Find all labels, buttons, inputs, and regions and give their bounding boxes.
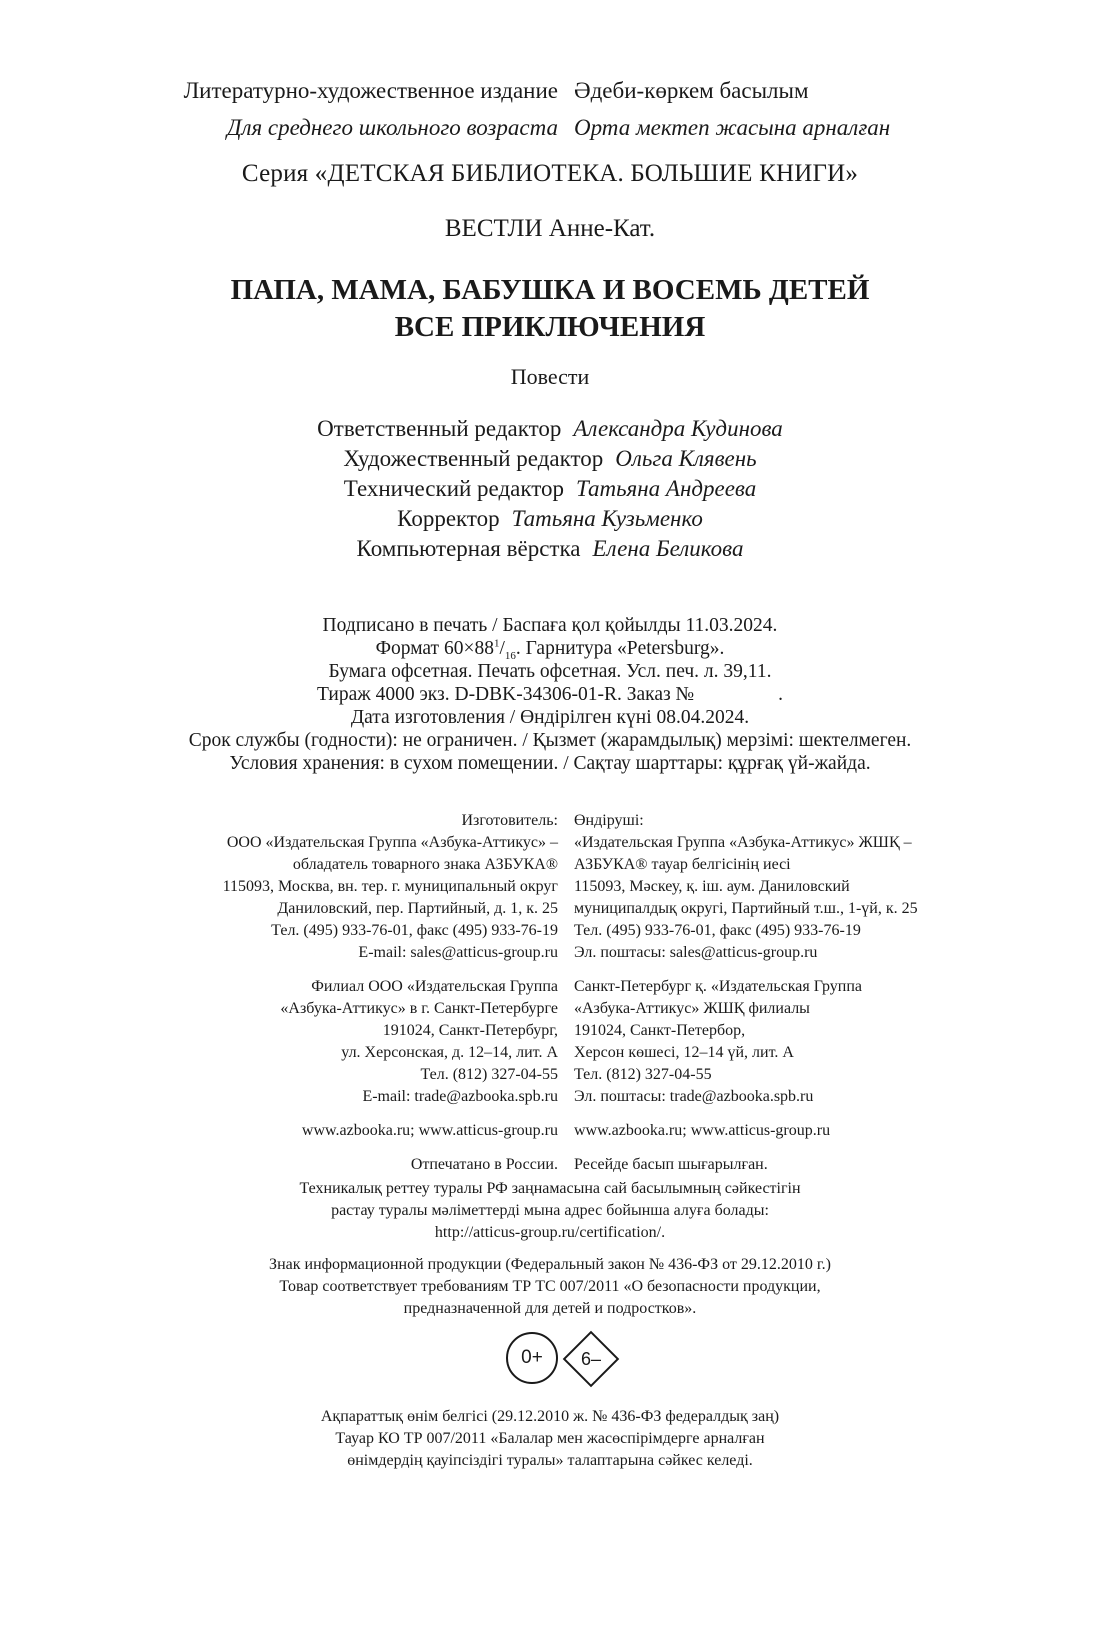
genre-line: Повести xyxy=(510,364,590,389)
website-links-ru[interactable]: www.azbooka.ru; www.atticus-group.ru xyxy=(301,1122,558,1139)
edition-type-ru: Литературно-художественное издание xyxy=(183,78,558,103)
storage-line: Условия хранения: в сухом помещении. / Сақтау шарттары: құрғақ үй-жайда. xyxy=(229,753,871,774)
credit-line xyxy=(0,414,1100,444)
credit-name: Татьяна Андреева xyxy=(576,476,757,501)
credit-line xyxy=(0,504,1100,534)
printed-in-ru: Отпечатано в России. xyxy=(410,1156,558,1173)
tech-regulation-note: Техникалық реттеу туралы РФ заңнамасына сай басылымның сәйкестігін растау туралы мәліметтерді мына адрес бойынша алуға болады: http://atticus-group.ru/certification/. xyxy=(0,1178,1100,1244)
credit-role: Ответственный редактор xyxy=(317,416,562,441)
credit-name: Татьяна Кузьменко xyxy=(511,506,703,531)
author-line: ВЕСТЛИ Анне-Кат. xyxy=(444,215,656,242)
credit-role: Технический редактор xyxy=(343,476,564,501)
info-product-sign-ru: Знак информационной продукции (Федеральный закон № 436-ФЗ от 29.12.2010 г.) Товар соответствует требованиям ТР ТС 007/2011 «О безопасности продукции, предназначенной для детей и подростков». xyxy=(269,1256,831,1317)
age-rating-circle-label: 0+ xyxy=(521,1347,543,1368)
credit-name: Александра Кудинова xyxy=(573,416,783,441)
book-title-line-1: ПАПА, МАМА, БАБУШКА И ВОСЕМЬ ДЕТЕЙ xyxy=(230,274,870,306)
credit-name: Елена Беликова xyxy=(592,536,744,561)
credit-role: Художественный редактор xyxy=(343,446,604,471)
branch-kz: Санкт-Петербург қ. «Издательская Группа «Азбука-Аттикус» ЖШҚ филиалы 191024, Санкт-Петербор, Херсон көшесі, 12–14 үй, лит. А Тел. (812) 327-04-55 Эл. поштасы: trade@azbooka.spb.ru xyxy=(574,978,862,1105)
credit-line xyxy=(0,444,1100,474)
series-line: Серия «ДЕТСКАЯ БИБЛИОТЕКА. БОЛЬШИЕ КНИГИ» xyxy=(241,160,859,187)
age-group-kz: Орта мектеп жасына арналған xyxy=(574,115,891,140)
manufacture-date-line: Дата изготовления / Өндірілген күні 08.04.2024. xyxy=(350,707,750,728)
publisher-block xyxy=(0,810,1100,1176)
paper-line: Бумага офсетная. Печать офсетная. Усл. печ. л. 39,11. xyxy=(328,661,772,682)
website-links-kz[interactable]: www.azbooka.ru; www.atticus-group.ru xyxy=(574,1122,831,1139)
credits-block xyxy=(0,414,1100,564)
credit-line xyxy=(0,534,1100,564)
credit-line xyxy=(0,474,1100,504)
certification-link[interactable]: http://atticus-group.ru/certification/. xyxy=(434,1224,666,1241)
edition-type-kz: Әдеби-көркем басылым xyxy=(574,78,809,103)
credit-role: Компьютерная вёрстка xyxy=(356,536,581,561)
info-product-sign-kz: Ақпараттық өнім белгісі (29.12.2010 ж. № 436-ФЗ федералдық заң) Тауар КО ТР 007/2011 «Балалар мен жасөспірімдерге арналған өнімдердің қауіпсіздігі туралы» талаптарына сәйкес келеді. xyxy=(320,1408,780,1469)
format-line: Формат $60\times 88^1/_{16}$. Гарнитура «Petersburg». xyxy=(375,637,725,662)
credit-role: Корректор xyxy=(397,506,500,531)
edition-header xyxy=(0,72,1100,146)
age-rating-diamond-icon xyxy=(562,1330,620,1388)
age-rating-diamond-label: 6– xyxy=(580,1348,602,1369)
age-rating-badges xyxy=(506,1330,626,1390)
manufacturer-ru: Изготовитель: ООО «Издательская Группа «Азбука-Аттикус» – обладатель товарного знака АЗБУКА® 115093, Москва, вн. тер. г. муниципальный округ Даниловский, пер. Партийный, д. 1, к. 25 Тел. (495) 933-76-01, факс (495) 933-76-19 E-mail: sales@atticus-group.ru xyxy=(222,812,558,961)
age-group-ru: Для среднего школьного возраста xyxy=(226,115,558,140)
book-title-line-2: ВСЕ ПРИКЛЮЧЕНИЯ xyxy=(394,311,706,343)
book-title xyxy=(0,272,1100,346)
credit-name: Ольга Клявень xyxy=(615,446,757,471)
print-details xyxy=(0,614,1100,775)
shelf-life-line: Срок службы (годности): не ограничен. / Қызмет (жарамдылық) мерзімі: шектелмеген. xyxy=(188,730,912,751)
manufacturer-kz: Өндіруші: «Издательская Группа «Азбука-Аттикус» ЖШҚ – АЗБУКА® тауар белгісінің иесі 115093, Мәскеу, қ. іш. аум. Даниловский муниципалдық округі, Партийный т.ш., 1-үй, к. 25 Тел. (495) 933-76-01, факс (495) 933-76-19 Эл. поштасы: sales@atticus-group.ru xyxy=(574,812,918,961)
run-line: Тираж 4000 экз. D-DBK-34306-01-R. Заказ № . xyxy=(316,684,784,705)
branch-ru: Филиал ООО «Издательская Группа «Азбука-Аттикус» в г. Санкт-Петербурге 191024, Санкт-Петербург, ул. Херсонская, д. 12–14, лит. А Тел. (812) 327-04-55 E-mail: trade@azbooka.spb.ru xyxy=(280,978,558,1105)
age-rating-circle-icon xyxy=(506,1332,558,1384)
printed-in-kz: Ресейде басып шығарылған. xyxy=(574,1156,768,1173)
signed-line: Подписано в печать / Баспаға қол қойылды 11.03.2024. xyxy=(322,615,778,636)
